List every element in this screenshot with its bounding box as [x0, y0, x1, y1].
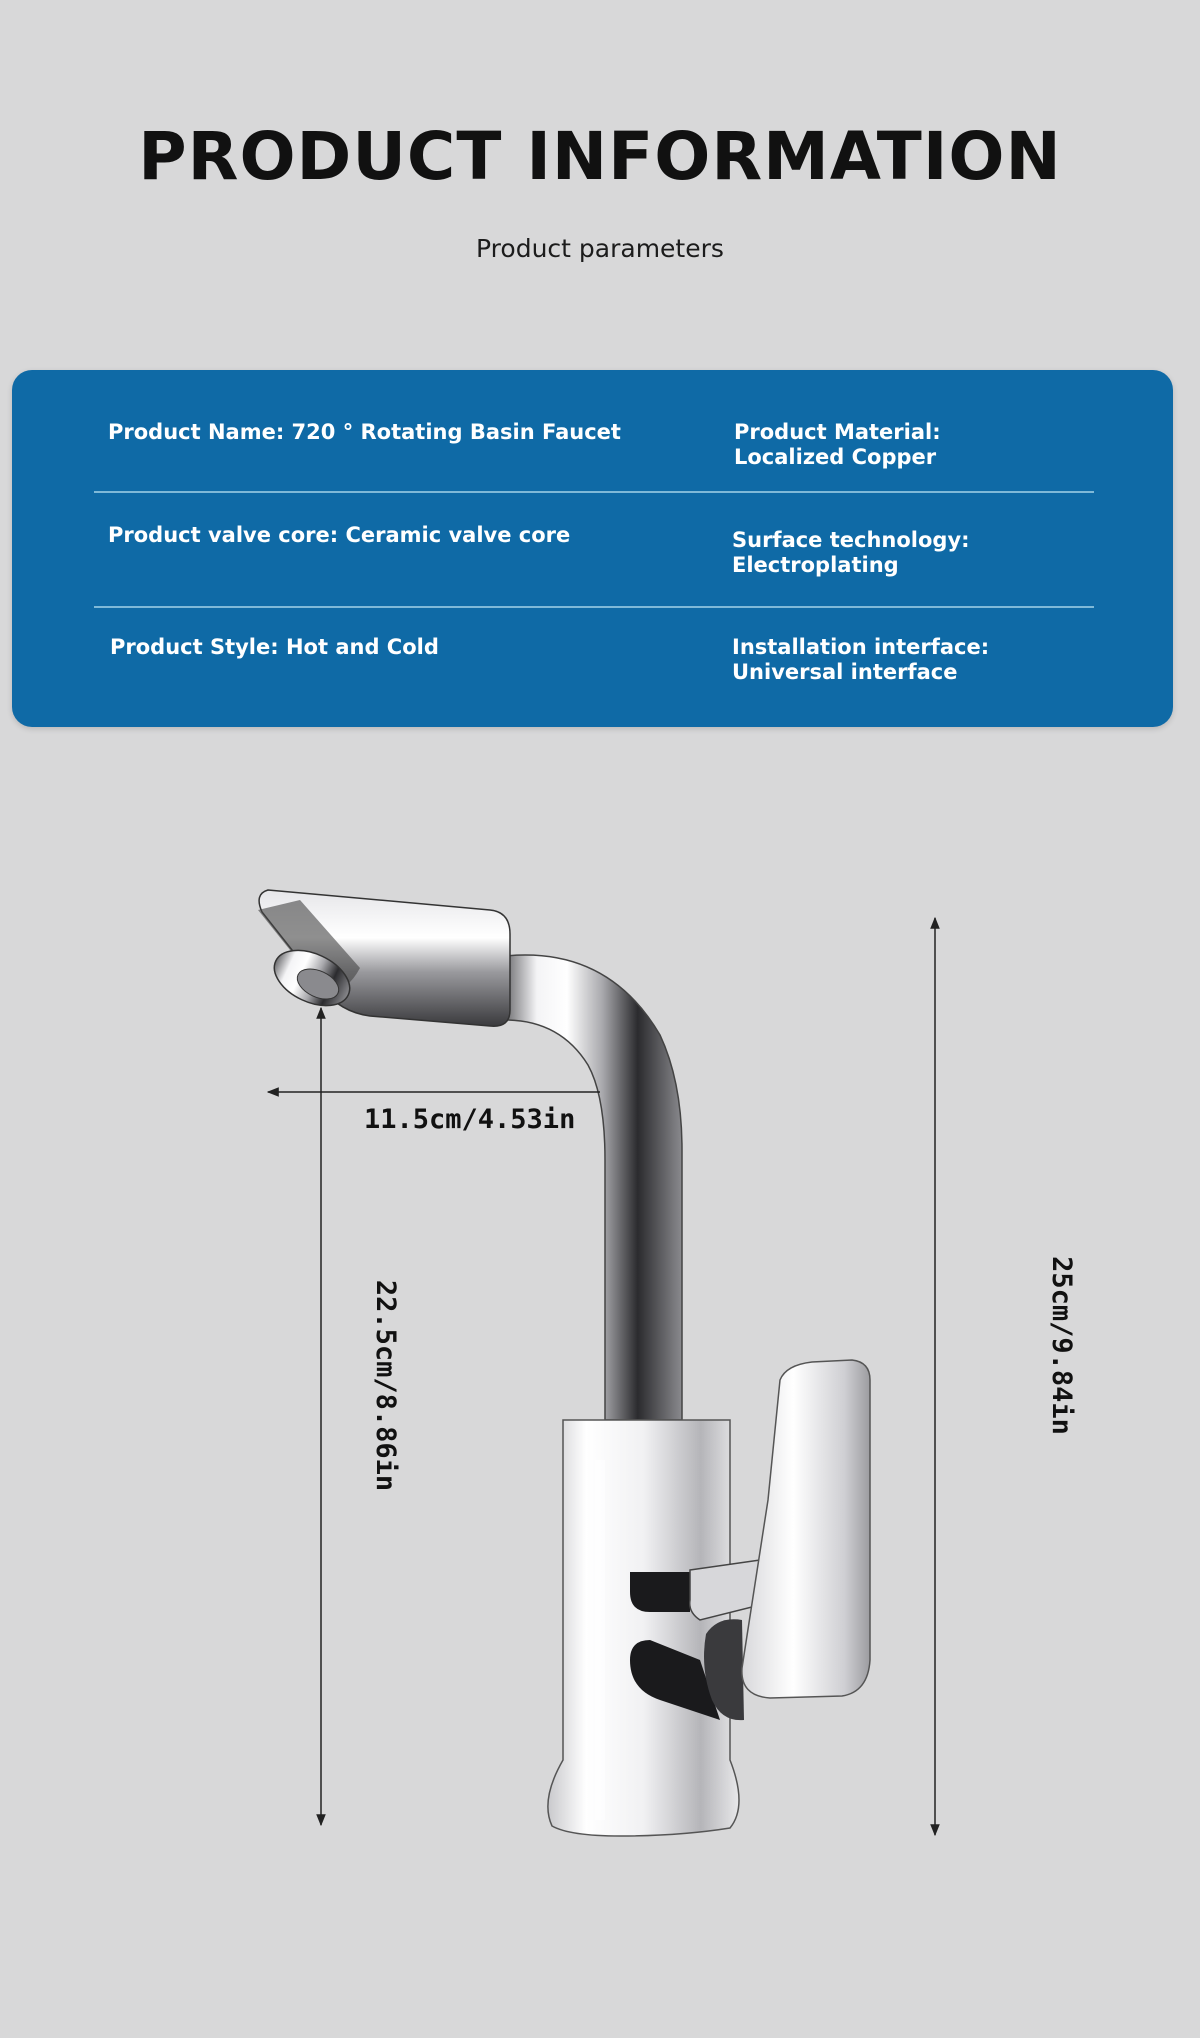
row-divider — [94, 491, 1094, 493]
param-product-name — [108, 420, 621, 445]
param-valve-core — [108, 523, 570, 548]
faucet-illustration — [0, 860, 1200, 1860]
param-label: Product Name: — [108, 420, 292, 444]
total-height-label: 25cm/9.84in — [1045, 1256, 1077, 1435]
spout-pipe — [505, 955, 682, 1420]
param-value: Electroplating — [732, 553, 899, 577]
param-value: Ceramic valve core — [345, 523, 571, 547]
param-label: Product Style: — [110, 635, 286, 659]
page-title: PRODUCT INFORMATION — [138, 118, 1062, 195]
param-surface — [732, 528, 970, 578]
parameters-panel — [12, 370, 1173, 727]
page-subtitle: Product parameters — [476, 234, 724, 263]
param-label: Product valve core: — [108, 523, 346, 547]
faucet-body — [548, 1420, 739, 1836]
param-label: Product Material: — [734, 420, 941, 444]
param-style — [110, 635, 439, 660]
param-label: Installation interface: — [732, 635, 990, 659]
param-label: Surface technology: — [732, 528, 970, 552]
spout-height-label: 22.5cm/8.86in — [370, 1279, 402, 1492]
param-value: 720 ° Rotating Basin Faucet — [291, 420, 621, 444]
param-value: Hot and Cold — [285, 635, 439, 659]
param-interface — [732, 635, 989, 685]
param-value: Localized Copper — [734, 445, 937, 469]
param-material — [734, 420, 941, 470]
spout-head — [258, 890, 510, 1026]
param-value: Universal interface — [732, 660, 958, 684]
row-divider — [94, 606, 1094, 608]
spout-reach-label: 11.5cm/4.53in — [364, 1104, 576, 1135]
